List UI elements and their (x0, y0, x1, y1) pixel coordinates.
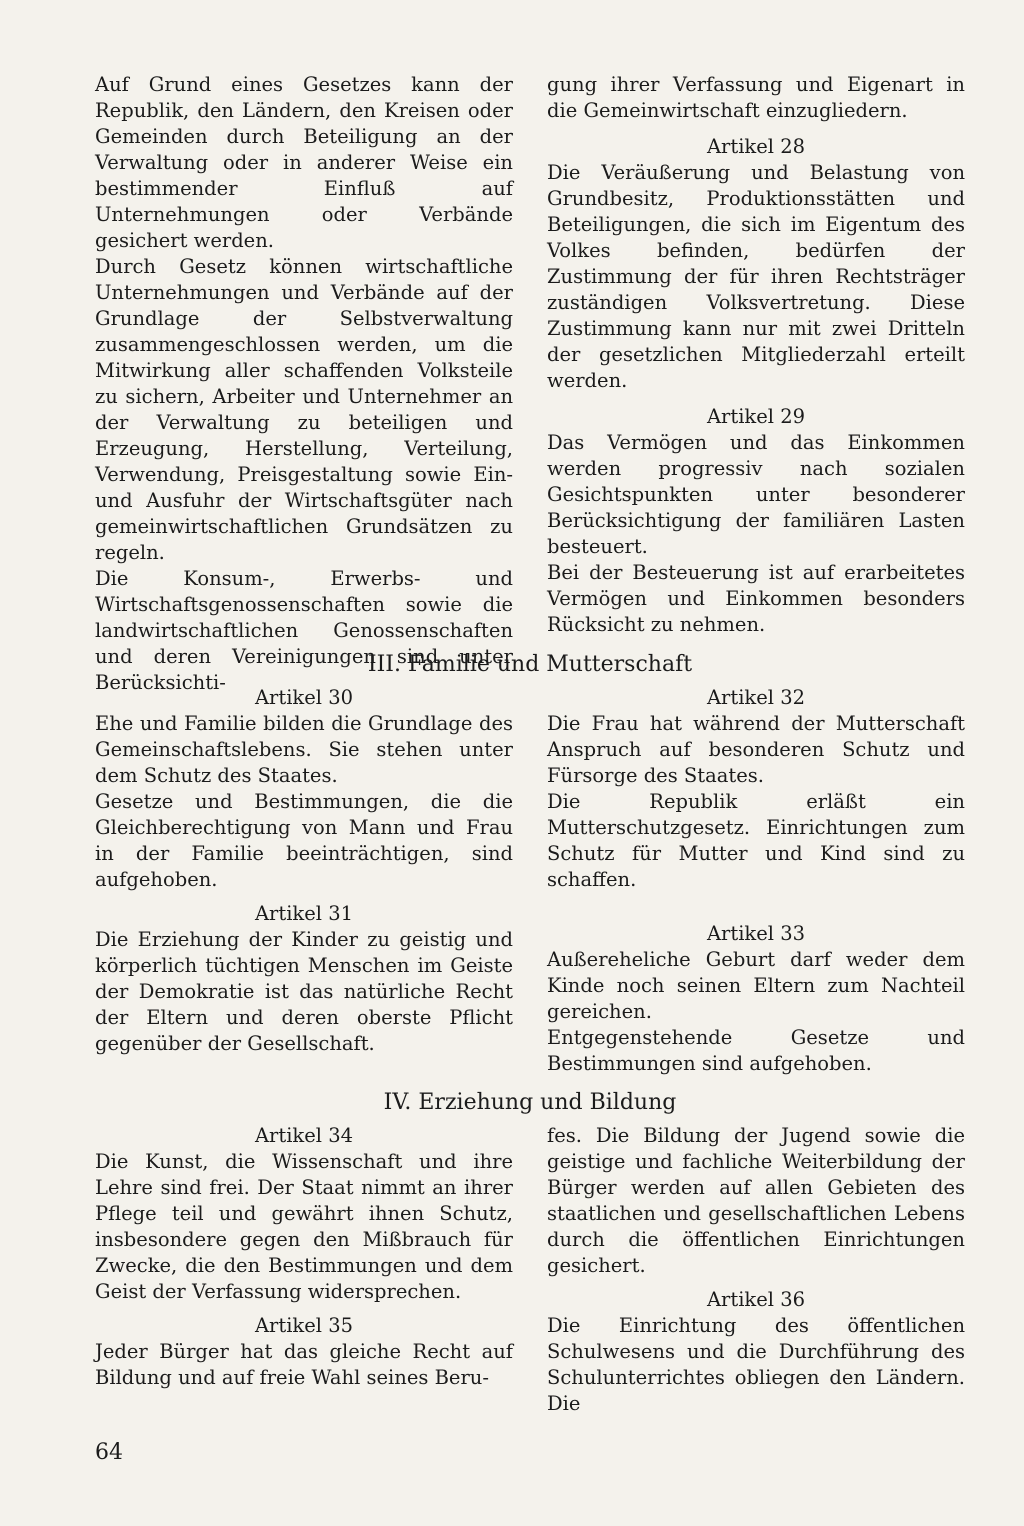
page-number: 64 (95, 1440, 123, 1465)
section-education (95, 1090, 965, 1417)
section-heading: III. Familie und Mutterschaft (367, 652, 693, 677)
section-economy (95, 72, 965, 696)
paragraph: Bei der Besteuerung ist auf erarbeitetes Vermögen und Einkommen besonders Rücksicht zu nehmen. (547, 561, 965, 636)
paragraph: Gesetze und Bestimmungen, die die Gleichberechtigung von Mann und Frau in der Familie beeinträchtigen, sind aufgehoben. (95, 790, 513, 891)
article-title: Artikel 34 (254, 1124, 354, 1147)
article-title: Artikel 36 (706, 1288, 806, 1311)
paragraph: Die Einrichtung des öffentlichen Schulwesens und die Durchführung des Schulunterrichtes obliegen den Ländern. Die (547, 1314, 965, 1415)
article-title: Artikel 29 (706, 405, 806, 428)
columns (95, 1123, 965, 1417)
article-title: Artikel 35 (254, 1314, 354, 1337)
paragraph: Ehe und Familie bilden die Grundlage des Gemeinschaftslebens. Sie stehen unter dem Schutz des Staates. (95, 712, 513, 787)
section-family (95, 652, 965, 1077)
article-title: Artikel 32 (706, 686, 806, 709)
article-title: Artikel 31 (254, 902, 354, 925)
right-column (547, 685, 965, 1077)
left-column (95, 685, 513, 1077)
columns (95, 72, 965, 696)
left-column (95, 72, 513, 696)
paragraph: Die Veräußerung und Belastung von Grundbesitz, Produktionsstätten und Beteiligungen, die sich im Eigentum des Volkes befinden, bedürfen der Zustimmung der für ihren Rechtsträger zuständigen Volksvertretung. Diese Zustimmung kann nur mit zwei Dritteln der gesetzlichen Mitgliederzahl erteilt werden. (547, 161, 965, 392)
columns (95, 685, 965, 1077)
paragraph: Die Erziehung der Kinder zu geistig und körperlich tüchtigen Menschen im Geiste der Demokratie ist das natürliche Recht der Eltern und deren oberste Pflicht gegenüber der Gesellschaft. (95, 928, 513, 1055)
paragraph: Außereheliche Geburt darf weder dem Kinde noch seinen Eltern zum Nachteil gereichen. (547, 948, 965, 1023)
paragraph: Die Konsum-, Erwerbs- und Wirtschaftsgenossenschaften sowie die landwirtschaftlichen Genossenschaften und deren Vereinigungen sind unter Berücksichti- (95, 567, 513, 694)
left-column (95, 1123, 513, 1417)
paragraph: Auf Grund eines Gesetzes kann der Republik, den Ländern, den Kreisen oder Gemeinden durch Beteiligung an der Verwaltung oder in anderer Weise ein bestimmender Einfluß auf Unternehmungen oder Verbände gesichert werden. (95, 73, 513, 252)
paragraph: Die Frau hat während der Mutterschaft Anspruch auf besonderen Schutz und Fürsorge des Staates. (547, 712, 965, 787)
paragraph: gung ihrer Verfassung und Eigenart in die Gemeinwirtschaft einzugliedern. (547, 73, 965, 122)
paragraph: Jeder Bürger hat das gleiche Recht auf Bildung und auf freie Wahl seines Beru- (95, 1340, 513, 1389)
paragraph: Die Republik erläßt ein Mutterschutzgesetz. Einrichtungen zum Schutz für Mutter und Kind sind zu schaffen. (547, 790, 965, 891)
paragraph: Durch Gesetz können wirtschaftliche Unternehmungen und Verbände auf der Grundlage der Selbstverwaltung zusammengeschlossen werden, um die Mitwirkung aller schaffenden Volksteile zu sichern, Arbeiter und Unternehmer an der Verwaltung zu beteiligen und Erzeugung, Herstellung, Verteilung, Verwendung, Preisgestaltung sowie Ein- und Ausfuhr der Wirtschaftsgüter nach gemeinwirtschaftlichen Grundsätzen zu regeln. (95, 255, 513, 564)
paragraph: Entgegenstehende Gesetze und Bestimmungen sind aufgehoben. (547, 1026, 965, 1075)
article-title: Artikel 33 (706, 922, 806, 945)
paragraph: Die Kunst, die Wissenschaft und ihre Lehre sind frei. Der Staat nimmt an ihrer Pflege teil und gewährt ihnen Schutz, insbesondere gegen den Mißbrauch für Zwecke, die den Bestimmungen und dem Geist der Verfassung widersprechen. (95, 1150, 513, 1303)
right-column (547, 72, 965, 696)
article-title: Artikel 30 (254, 686, 354, 709)
right-column (547, 1123, 965, 1417)
paragraph: fes. Die Bildung der Jugend sowie die geistige und fachliche Weiterbildung der Bürger werden auf allen Gebieten des staatlichen und gesellschaftlichen Lebens durch die öffentlichen Einrichtungen gesichert. (547, 1124, 965, 1277)
section-heading: IV. Erziehung und Bildung (383, 1090, 677, 1115)
article-title: Artikel 28 (706, 135, 806, 158)
paragraph: Das Vermögen und das Einkommen werden progressiv nach sozialen Gesichtspunkten unter besonderer Berücksichtigung der familiären Lasten besteuert. (547, 431, 965, 558)
